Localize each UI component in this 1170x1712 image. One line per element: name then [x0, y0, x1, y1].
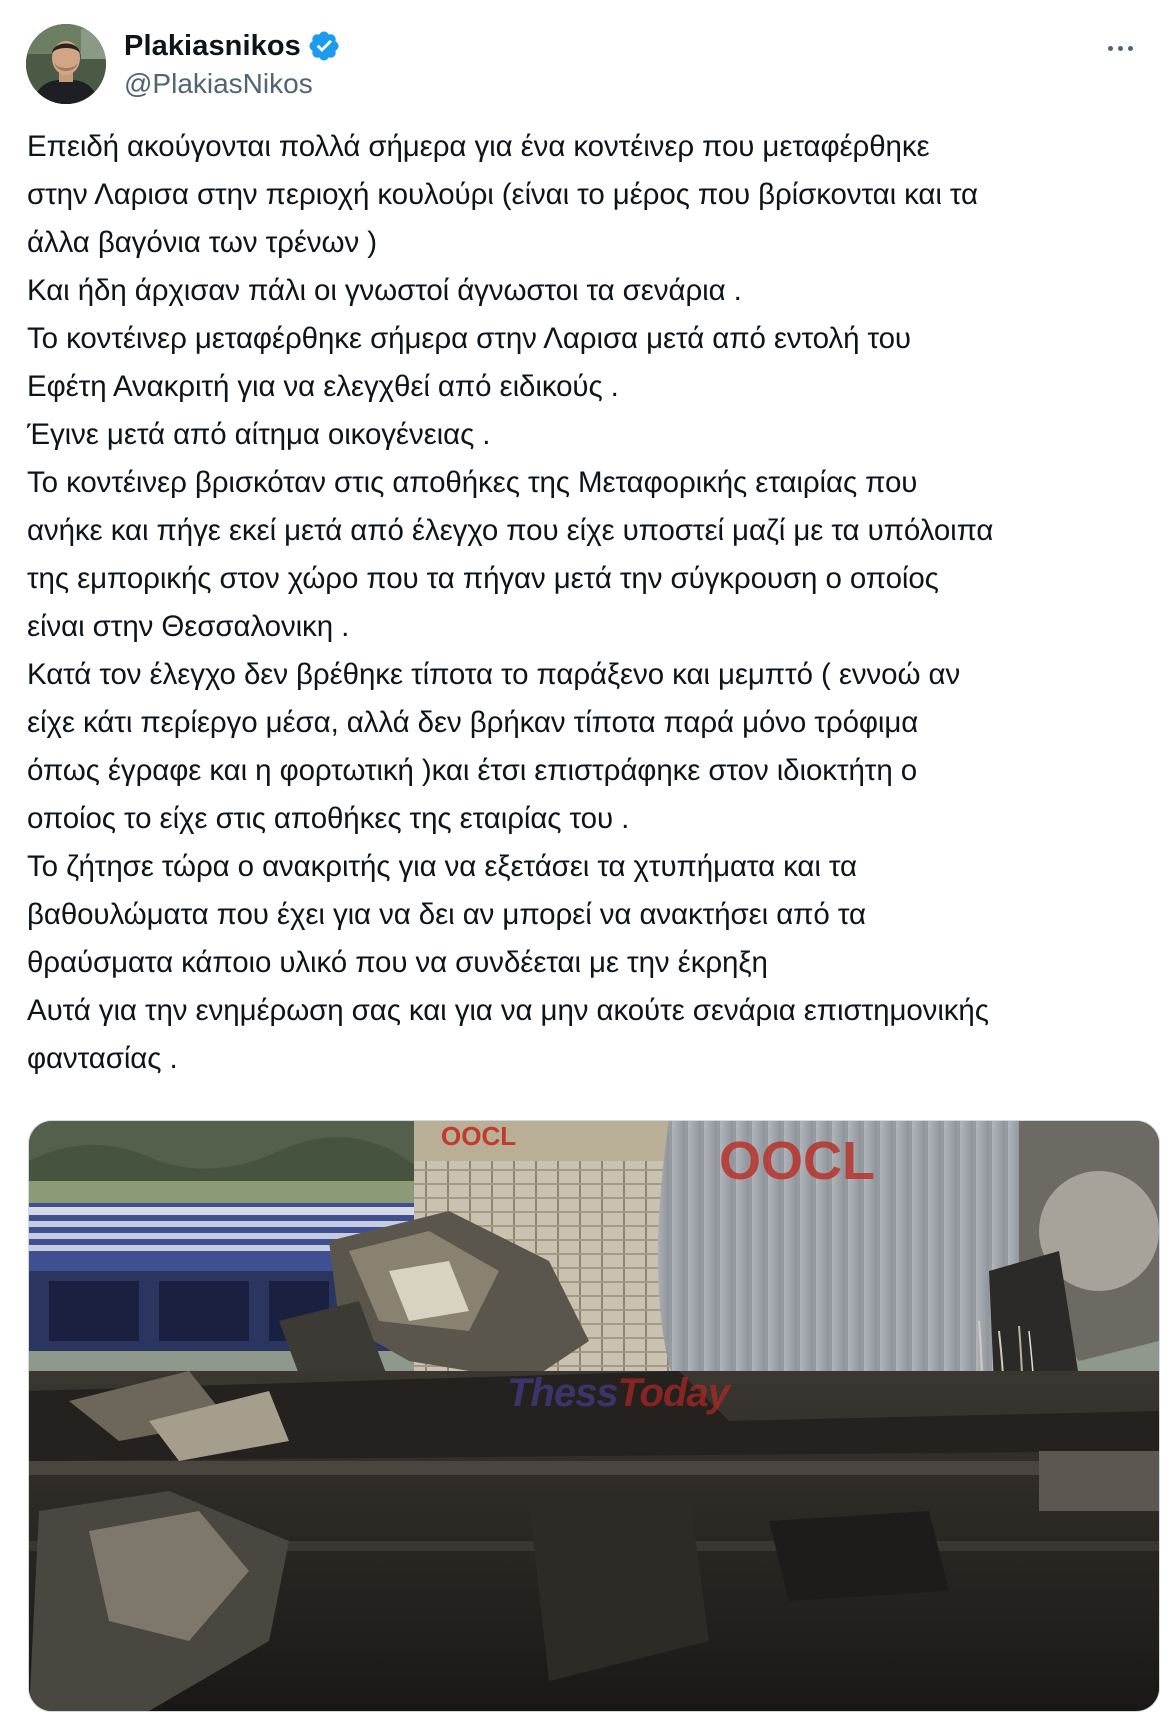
tweet-text-line: φαντασίας .: [27, 1042, 178, 1075]
tweet-text-line: άλλα βαγόνια των τρένων ): [27, 226, 377, 259]
tweet-text-line: Εφέτη Ανακριτή για να ελεγχθεί από ειδικούς .: [27, 370, 619, 403]
tweet-text-line: Επειδή ακούγονται πολλά σήμερα για ένα κοντέινερ που μεταφέρθηκε: [27, 130, 930, 163]
name-row: [124, 28, 341, 64]
author-handle[interactable]: @PlakiasNikos: [124, 68, 313, 99]
tweet-media-photo[interactable]: [28, 1120, 1160, 1712]
more-options-icon-dot: [1128, 46, 1133, 51]
tweet-text-line: ανήκε και πήγε εκεί μετά από έλεγχο που είχε υποστεί μαζί με τα υπόλοιπα: [27, 514, 994, 547]
tweet-text-line: είχε κάτι περίεργο μέσα, αλλά δεν βρήκαν τίποτα παρά μόνο τρόφιμα: [27, 706, 919, 739]
tweet-text-line: Και ήδη άρχισαν πάλι οι γνωστοί άγνωστοι τα σενάρια .: [27, 274, 742, 307]
tweet-text-line: όπως έγραφε και η φορτωτική )και έτσι επιστράφηκε στον ιδιοκτήτη ο: [27, 754, 918, 787]
tweet-text-line: Έγινε μετά από αίτημα οικογένειας .: [27, 418, 491, 451]
avatar-image: [26, 24, 106, 104]
container-logo-left: OOCL: [441, 1121, 517, 1151]
tweet-text-line: Το ζήτησε τώρα ο ανακριτής για να εξετάσει τα χτυπήματα και τα: [27, 850, 857, 883]
tweet-text-line: Το κοντέινερ βρισκόταν στις αποθήκες της Μεταφορικής εταιρίας που: [27, 466, 918, 499]
watermark-part1: Thess: [507, 1371, 618, 1415]
tweet-text: [27, 123, 1157, 1083]
verified-badge-icon: [307, 29, 341, 63]
photo-watermark: [507, 1371, 729, 1416]
tweet-text-line: Αυτά για την ενημέρωση σας και για να μην ακούτε σενάρια επιστημονικής: [27, 994, 989, 1027]
container-logo-right: OOCL: [719, 1131, 875, 1191]
watermark-part2: Today: [617, 1371, 729, 1415]
tweet-text-line: Κατά τον έλεγχο δεν βρέθηκε τίποτα το παράξενο και μεμπτό ( εννοώ αν: [27, 658, 961, 691]
more-options-icon-dot: [1118, 46, 1123, 51]
author-avatar[interactable]: [26, 24, 106, 104]
tweet-text-line: είναι στην Θεσσαλονικη .: [27, 610, 350, 643]
tweet-text-line: θραύσματα κάποιο υλικό που να συνδέεται με την έκρηξη: [27, 946, 768, 979]
tweet-header: [26, 24, 1144, 104]
tweet-text-line: οποίος το είχε στις αποθήκες της εταιρίας του .: [27, 802, 630, 835]
tweet-text-line: Το κοντέινερ μεταφέρθηκε σήμερα στην Λαρισα μετά από εντολή του: [27, 322, 911, 355]
tweet-text-line: της εμπορικής στον χώρο που τα πήγαν μετά την σύγκρουση ο οποίος: [27, 562, 939, 595]
more-options-icon: [1108, 46, 1113, 51]
more-options-button[interactable]: [1096, 30, 1144, 66]
tweet-text-line: βαθουλώματα που έχει για να δει αν μπορεί να ανακτήσει από τα: [27, 898, 866, 931]
tweet-text-line: στην Λαρισα στην περιοχή κουλούρι (είναι το μέρος που βρίσκονται και τα: [27, 178, 979, 211]
author-display-name[interactable]: Plakiasnikos: [124, 29, 301, 62]
wreck-photo: [29, 1121, 1159, 1711]
